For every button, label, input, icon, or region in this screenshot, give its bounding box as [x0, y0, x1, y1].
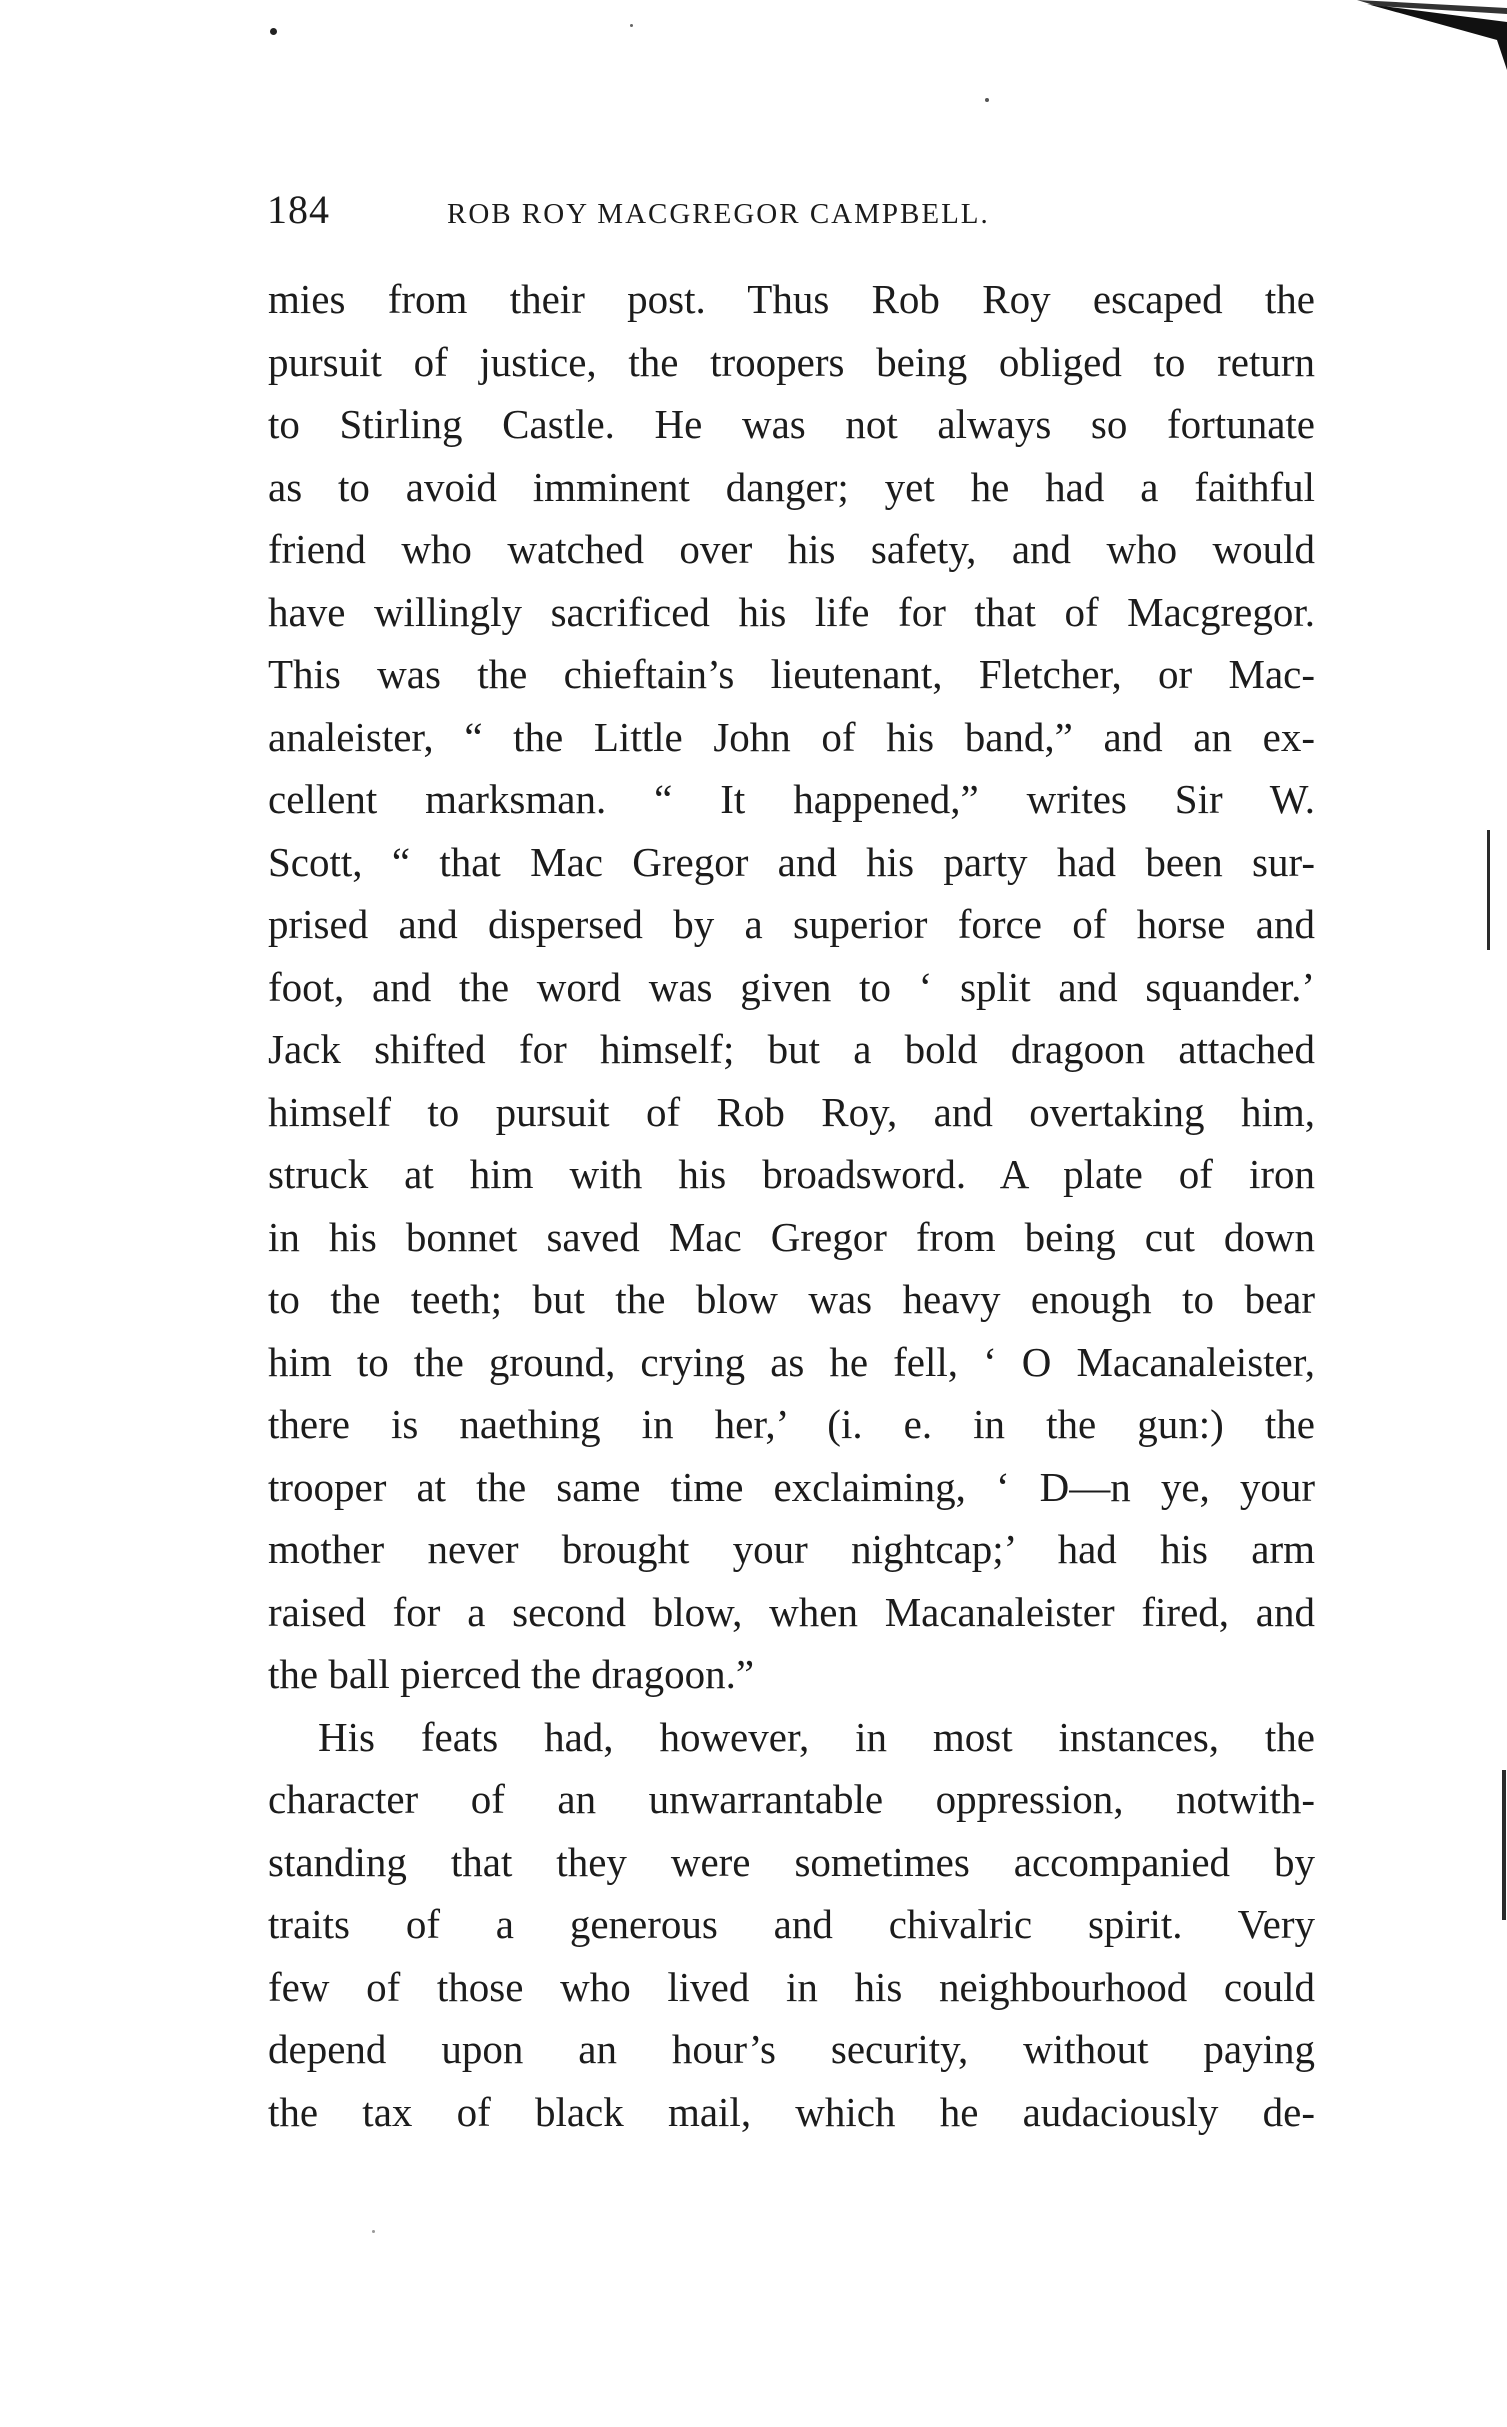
text-line: the ball pierced the dragoon.”	[268, 1651, 755, 1697]
text-line: struck at him with his broadsword. A plate of iron	[268, 1151, 1315, 1197]
ink-speck	[372, 2230, 375, 2233]
text-line: few of those who lived in his neighbourhood could	[268, 1963, 1315, 2010]
margin-mark	[1502, 1770, 1506, 1920]
text-line: him to the ground, crying as he fell, ‘ O Macanaleister,	[268, 1338, 1315, 1385]
ink-speck	[630, 24, 633, 27]
text-line: himself to pursuit of Rob Roy, and overtaking him,	[268, 1088, 1315, 1135]
text-line: have willingly sacrificed his life for that of Macgregor.	[268, 588, 1315, 635]
text-line: Scott, “ that Mac Gregor and his party had been sur-	[268, 838, 1315, 885]
text-line: traits of a generous and chivalric spirit. Very	[268, 1901, 1315, 1947]
text-line: prised and dispersed by a superior force of horse and	[268, 901, 1315, 947]
page-corner-fold-mark	[1357, 0, 1507, 70]
text-line: friend who watched over his safety, and who would	[268, 526, 1315, 572]
text-line: Jack shifted for himself; but a bold dragoon attached	[268, 1026, 1315, 1072]
body-text	[268, 268, 1315, 2143]
text-line: to the teeth; but the blow was heavy enough to bear	[268, 1276, 1315, 1322]
text-line: in his bonnet saved Mac Gregor from being cut down	[268, 1213, 1315, 1260]
text-line: cellent marksman. “ It happened,” writes Sir W.	[268, 776, 1315, 822]
page-header	[267, 186, 1327, 236]
text-line: analeister, “ the Little John of his band,” and an ex-	[268, 713, 1315, 760]
running-title: ROB ROY MACGREGOR CAMPBELL.	[447, 198, 990, 230]
text-line: character of an unwarrantable oppression, notwith-	[268, 1776, 1315, 1822]
text-line: trooper at the same time exclaiming, ‘ D—n ye, your	[268, 1463, 1315, 1510]
text-line: to Stirling Castle. He was not always so fortunate	[268, 401, 1315, 447]
text-line: raised for a second blow, when Macanaleister fired, and	[268, 1588, 1315, 1635]
page-number: 184	[267, 187, 330, 232]
text-line: foot, and the word was given to ‘ split and squander.’	[268, 963, 1315, 1010]
text-line: standing that they were sometimes accompanied by	[268, 1838, 1315, 1885]
text-line: as to avoid imminent danger; yet he had a faithful	[268, 463, 1315, 510]
margin-mark	[1487, 830, 1490, 950]
ink-speck	[985, 98, 989, 102]
text-line: there is naething in her,’ (i. e. in the gun:) the	[268, 1401, 1315, 1447]
ink-speck	[270, 28, 277, 35]
text-line: depend upon an hour’s security, without paying	[268, 2026, 1315, 2072]
text-line: mies from their post. Thus Rob Roy escaped the	[268, 276, 1315, 322]
text-line: pursuit of justice, the troopers being obliged to return	[268, 338, 1315, 385]
text-line: the tax of black mail, which he audaciously de-	[268, 2088, 1315, 2135]
text-line: mother never brought your nightcap;’ had his arm	[268, 1526, 1315, 1572]
text-line: His feats had, however, in most instances, the	[318, 1713, 1315, 1760]
text-line: This was the chieftain’s lieutenant, Fletcher, or Mac-	[268, 651, 1315, 697]
